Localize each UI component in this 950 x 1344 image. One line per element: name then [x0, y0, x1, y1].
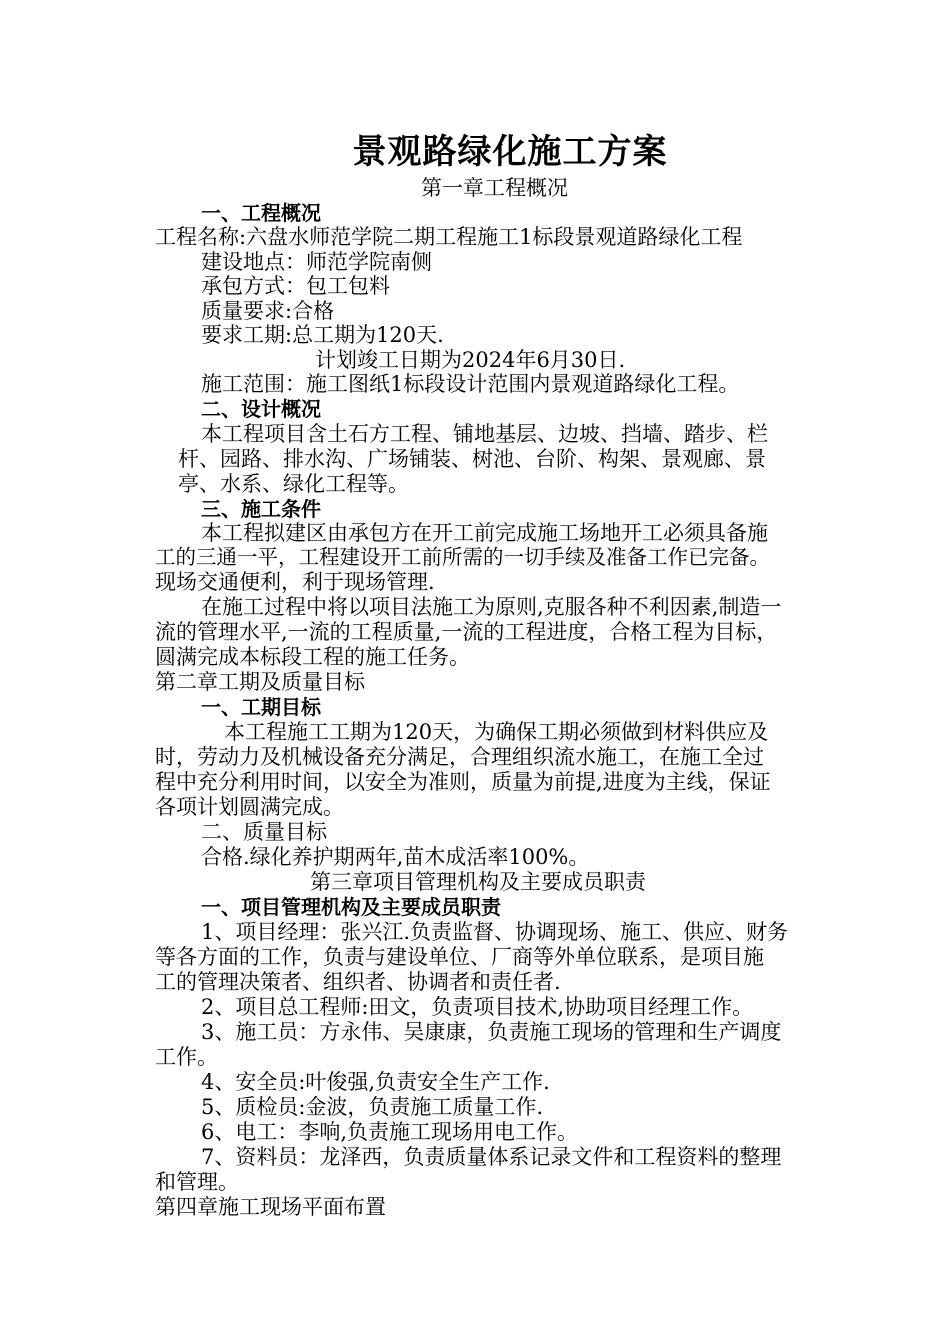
body-line: 在施工过程中将以项目法施工为原则,克服各种不利因素,制造一	[201, 595, 782, 619]
body-line: 流的管理水平,一流的工程质量,一流的工程进度，合格工程为目标，	[155, 620, 778, 644]
body-line: 1、项目经理：张兴江.负责监督、协调现场、施工、供应、财务	[201, 920, 789, 944]
body-line: 6、电工：李响,负责施工现场用电工作。	[201, 1120, 579, 1144]
body-line: 工程名称:六盘水师范学院二期工程施工1标段景观道路绿化工程	[155, 225, 743, 249]
body-line: 时，劳动力及机械设备充分满足，合理组织流水施工，在施工全过	[155, 745, 764, 769]
body-line: 建设地点：师范学院南侧	[201, 250, 432, 274]
body-line: 现场交通便利，利于现场管理.	[155, 570, 435, 594]
section-heading: 二、设计概况	[201, 397, 321, 421]
body-line: 3、施工员：方永伟、吴康康，负责施工现场的管理和生产调度	[201, 1020, 782, 1044]
body-line: 工作。	[155, 1045, 218, 1069]
section-heading: 一、工期目标	[201, 695, 321, 719]
body-line: 承包方式：包工包料	[201, 274, 390, 298]
body-line: 工的三通一平，工程建设开工前所需的一切手续及准备工作已完备。	[155, 545, 770, 569]
section-heading: 一、项目管理机构及主要成员职责	[201, 895, 501, 919]
section-heading: 二、质量目标	[201, 820, 327, 844]
body-line: 和管理。	[155, 1170, 239, 1194]
body-line: 质量要求:合格	[201, 299, 335, 323]
body-line: 5、质检员:金波，负责施工质量工作.	[201, 1095, 544, 1119]
body-line: 杆、园路、排水沟、广场铺装、树池、台阶、构架、景观廊、景	[178, 447, 766, 471]
body-line: 亭、水系、绿化工程等。	[178, 472, 409, 496]
body-line: 本工程拟建区由承包方在开工前完成施工场地开工必须具备施	[201, 521, 768, 545]
body-line: 各项计划圆满完成。	[155, 795, 344, 819]
body-line: 计划竣工日期为2024年6月30日.	[315, 348, 626, 372]
chapter-2-heading: 第二章工期及质量目标	[155, 670, 365, 694]
body-line: 圆满完成本标段工程的施工任务。	[155, 645, 470, 669]
body-line: 2、项目总工程师:田文，负责项目技术,协助项目经理工作。	[201, 995, 754, 1019]
body-line: 7、资料员：龙泽西，负责质量体系记录文件和工程资料的整理	[201, 1145, 782, 1169]
body-line: 本工程项目含土石方工程、铺地基层、边坡、挡墙、踏步、栏	[201, 422, 768, 446]
body-line: 要求工期:总工期为120天.	[201, 323, 444, 347]
body-line: 合格.绿化养护期两年,苗木成活率100%。	[201, 845, 590, 869]
body-line: 程中充分利用时间，以安全为准则，质量为前提,进度为主线，保证	[155, 770, 771, 794]
section-heading: 一、工程概况	[201, 201, 321, 225]
document-title: 景观路绿化施工方案	[352, 132, 668, 172]
chapter-3-heading: 第三章项目管理机构及主要成员职责	[310, 870, 646, 894]
chapter-4-heading: 第四章施工现场平面布置	[155, 1195, 386, 1219]
body-line: 4、安全员:叶俊强,负责安全生产工作.	[201, 1070, 550, 1094]
section-heading: 三、施工条件	[201, 497, 321, 521]
body-line: 本工程施工工期为120天，为确保工期必须做到材料供应及	[224, 720, 769, 744]
chapter-1-heading: 第一章工程概况	[421, 176, 568, 200]
body-line: 工的管理决策者、组织者、协调者和责任者.	[155, 970, 561, 994]
body-line: 等各方面的工作，负责与建设单位、厂商等外单位联系，是项目施	[155, 945, 764, 969]
body-line: 施工范围：施工图纸1标段设计范围内景观道路绿化工程。	[201, 372, 740, 396]
